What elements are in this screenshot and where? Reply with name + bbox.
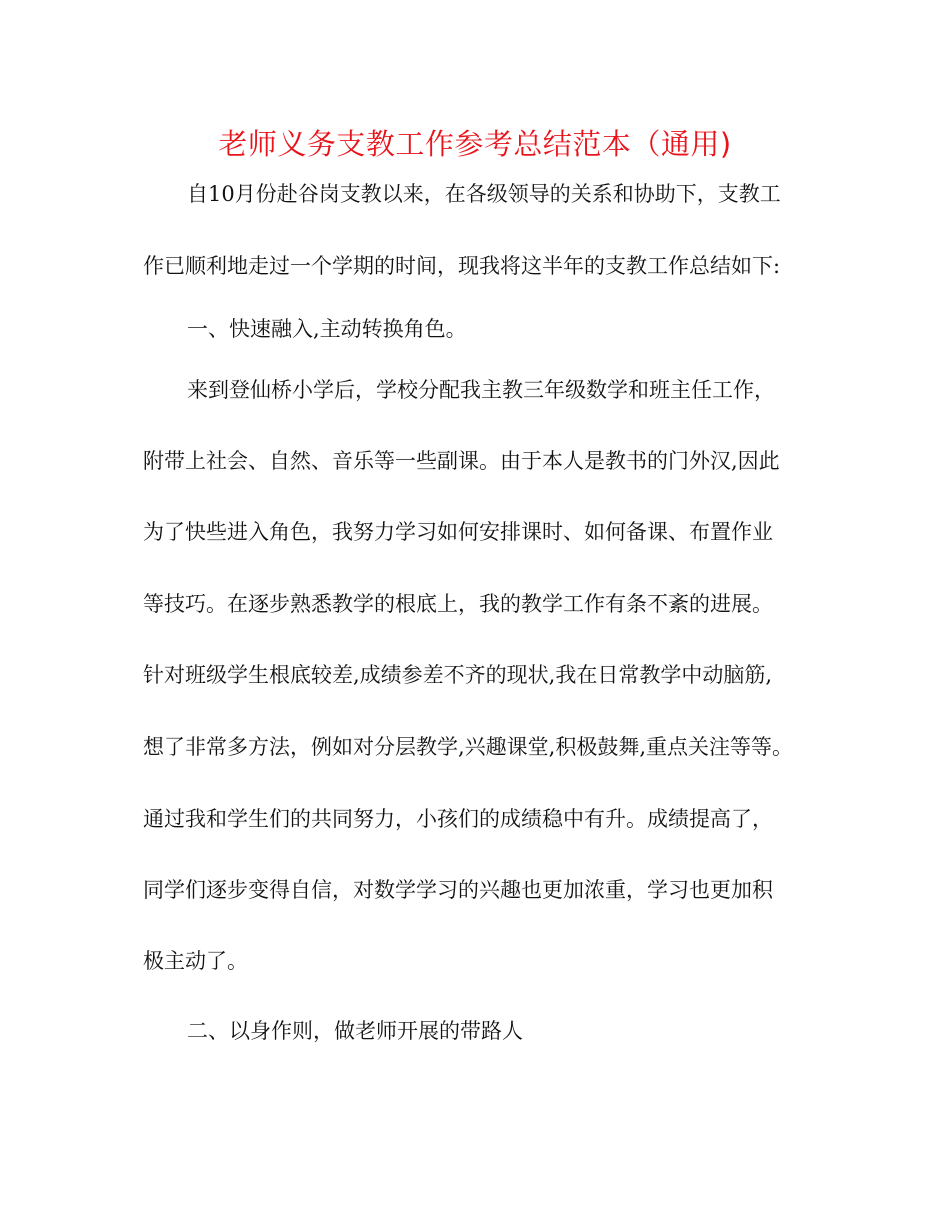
paragraph-line-11: 极主动了。 (143, 949, 248, 973)
paragraph-line-5: 为了快些进入角色，我努力学习如何安排课时、如何备课、布置作业 (143, 520, 773, 544)
paragraph-line-7: 针对班级学生根底较差,成绩参差不齐的现状,我在日常教学中动脑筋, (143, 663, 773, 687)
paragraph-line-4: 附带上社会、自然、音乐等一些副课。由于本人是教书的门外汉,因此 (143, 449, 780, 473)
section-heading-2: 二、以身作则，做老师开展的带路人 (187, 1019, 523, 1043)
paragraph-line-2: 作已顺利地走过一个学期的时间，现我将这半年的支教工作总结如下: (143, 254, 781, 278)
paragraph-line-9: 通过我和学生们的共同努力，小孩们的成绩稳中有升。成绩提高了， (143, 807, 773, 831)
paragraph-line-6: 等技巧。在逐步熟悉教学的根底上，我的教学工作有条不紊的进展。 (143, 592, 773, 616)
paragraph-line-1: 自10月份赴谷岗支教以来，在各级领导的关系和协助下，支教工 (187, 182, 781, 206)
section-heading-1: 一、快速融入,主动转换角色。 (187, 317, 467, 341)
document-title: 老师义务支教工作参考总结范本（通用) (218, 127, 732, 161)
paragraph-line-3: 来到登仙桥小学后，学校分配我主教三年级数学和班主任工作， (187, 378, 775, 402)
paragraph-line-10: 同学们逐步变得自信，对数学学习的兴趣也更加浓重，学习也更加积 (143, 878, 773, 902)
paragraph-line-8: 想了非常多方法，例如对分层教学,兴趣课堂,积极鼓舞,重点关注等等。 (143, 735, 794, 759)
